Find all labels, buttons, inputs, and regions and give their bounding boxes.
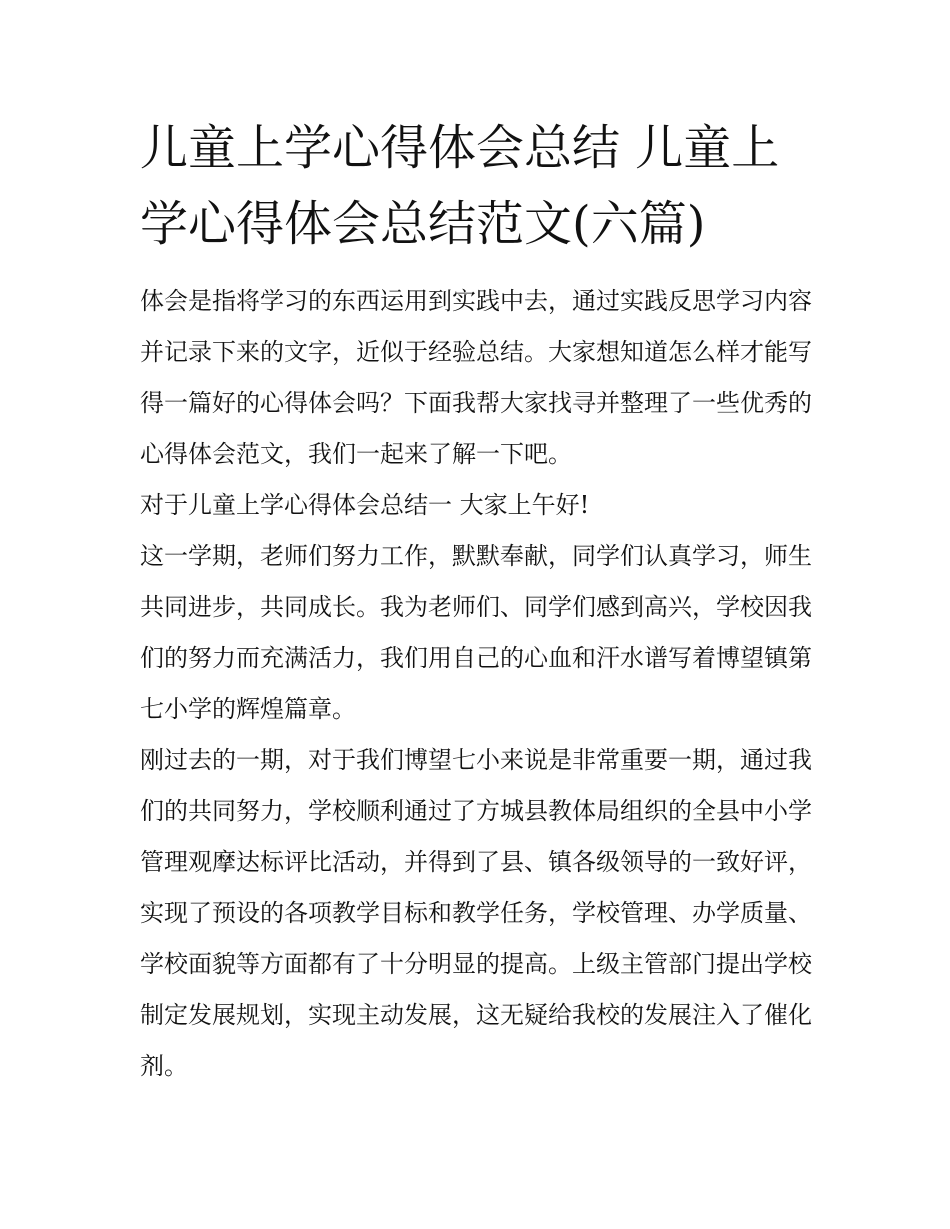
intro-paragraph: 体会是指将学习的东西运用到实践中去，通过实践反思学习内容并记录下来的文字，近似于经验总结。大家想知道怎么样才能写得一篇好的心得体会吗？下面我帮大家找寻并整理了一些优秀的心得体会范文，我们一起来了解一下吧。 (140, 287, 812, 468)
body-paragraph-2: 刚过去的一期，对于我们博望七小来说是非常重要一期，通过我们的共同努力，学校顺利通过了方城县教体局组织的全县中小学管理观摩达标评比活动，并得到了县、镇各级领导的一致好评，实现了预设的各项教学目标和教学任务，学校管理、办学质量、学校面貌等方面都有了十分明显的提高。上级主管部门提出学校制定发展规划，实现主动发展，这无疑给我校的发展注入了催化剂。 (140, 746, 812, 1080)
document-page (140, 110, 812, 1092)
document-title: 儿童上学心得体会总结 儿童上学心得体会总结范文(六篇) (140, 120, 780, 252)
section-heading-paragraph: 对于儿童上学心得体会总结一 大家上午好! (140, 491, 590, 519)
body-paragraph-1: 这一学期，老师们努力工作，默默奉献，同学们认真学习，师生共同进步，共同成长。我为老师们、同学们感到高兴，学校因我们的努力而充满活力，我们用自己的心血和汗水谱写着博望镇第七小学的辉煌篇章。 (140, 542, 812, 723)
